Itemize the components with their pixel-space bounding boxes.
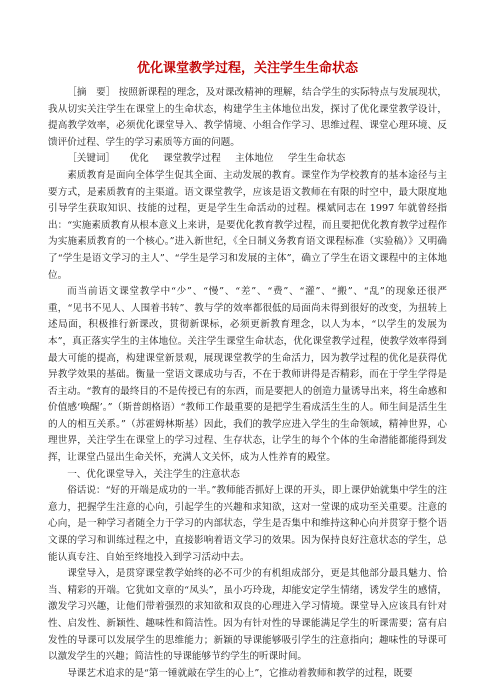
page-title: 优化课堂教学过程，关注学生生命状态 — [136, 61, 358, 76]
abstract — [48, 85, 447, 151]
keyword: 优化 — [129, 153, 149, 165]
article-body — [48, 85, 447, 682]
keyword: 学生生命状态 — [287, 153, 346, 165]
keywords-label: ［关键词］ — [67, 153, 116, 165]
paragraph: 而当前语文课堂教学中“少”、“慢”、“差”、“费”、“灌”、“搬”、“乱”的现象还很严重，“见书不见人、人围着书转”、教与学的效率都很低的局面尚未得到很好的改变，为扭转上述局面，积极推行新课改，贯彻新课标，必须更新教育理念，以人为本，“以学生的发展为本”，真正落实学生的主体地位。关注学生课堂生命状态，优化课堂教学过程，使教学效率得到最大可能的提高，构建课堂新景观，展现课堂教学的生命活力，因为教学过程的优化是获得优异教学效果的基础。衡量一堂语文课成功与否，不在于教师讲得是否精彩，而在于学生学得是否主动。“教育的最终目的不是传授已有的东西，而是要把人的创造力量诱导出来，将生命感和价值感‘唤醒’。”（斯普朗格语）“教师工作最重要的是把学生看成活生生的人。师生间是活生生的人的相互关系。”（苏霍姆林斯基）因此，我们的教学应进入学生的生命领域，精神世界，心理世界，关注学生在课堂上的学习过程、生存状态，让学生的每个个体的生命潜能都能得到发挥，让课堂凸显出生命关怀，充满人文关怀，成为人性养育的殿堂。 — [48, 286, 447, 464]
abstract-text: 按照新课程的理念，及对课改精神的理解，结合学生的实际特点与发展现状，我从切实关注学生在课堂上的生命状态，构建学生主体地位出发，探讨了优化课堂教学设计，提高教学效率，必须优化课堂导入、教学情境、小组合作学习、思维过程、课堂心理环境、反馈评价过程、学生的学习素质等方面的问题。 — [48, 87, 448, 148]
paragraph: 课堂导入，是贯穿课堂教学始终的必不可少的有机组成部分，更是其他部分最具魅力、恰当、精彩的开端。它犹如文章的“凤头”，虽小巧玲珑，却能安定学生情绪，诱发学生的感情，激发学习兴趣，让他们带着强烈的求知欲和双良的心理进入学习情境。课堂导入应该具有针对性、启发性、新颖性、趣味性和简洁性。因为有针对性的导课能满足学生的听课需要；富有启发性的导课可以发展学生的思维能力；新颖的导课能够吸引学生的注意指向；趣味性的导课可以激发学生的兴趣；简洁性的导课能够节约学生的听课时间。 — [48, 568, 447, 663]
paragraph: 导课艺术追求的是“第一锤就敲在学生的心上”，它推动着教师和教学的过程，既要 — [67, 667, 413, 679]
paragraph: 俗话说：“好的开端是成功的一半。”教师能否抓好上课的开头，即上课伊始就集中学生的注意力，把握学生注意的心向，引起学生的兴趣和求知欲，这对一堂课的成功至关重要。注意的心向，是一种学习者随全力于学习的内部状态，学生是否集中和维持这种心向并贯穿于整个语文课的学习和训练过程之中，直接影响着语文学习的效果。因为保持良好注意状态的学生，总能认真专注、自始至终地投入到学习活动中去。 — [48, 485, 447, 563]
keywords — [48, 151, 447, 168]
keyword: 主体地位 — [235, 153, 274, 165]
section-heading: 一、优化课堂导入，关注学生的注意状态 — [67, 468, 240, 480]
keyword: 课堂教学过程 — [163, 153, 221, 165]
abstract-label: ［摘 要］ — [67, 87, 116, 98]
paragraph: 素质教育是面向全体学生促其全面、主动发展的教育。课堂作为学校教育的基本途径与主要方式，是素质教育的主渠道。语文课堂教学，应该是语文教师在有限的时空中，最大限度地引导学生获取知识、技能的过程，更是学生生命活动的过程。棵斌同志在 1997 年就曾经指出：“实施素质教育从根本意义上来讲，是要优化教育教学过程，而且要把优化教育教学过程作为实施素质教育的一个核心。”进入新世纪，《全日制义务教育语文课程标准（实验稿）》又明确了“学生是语文学习的主人”、“学生是学习和发展的主体”，确立了学生在语文课程中的主体地位。 — [48, 169, 447, 281]
